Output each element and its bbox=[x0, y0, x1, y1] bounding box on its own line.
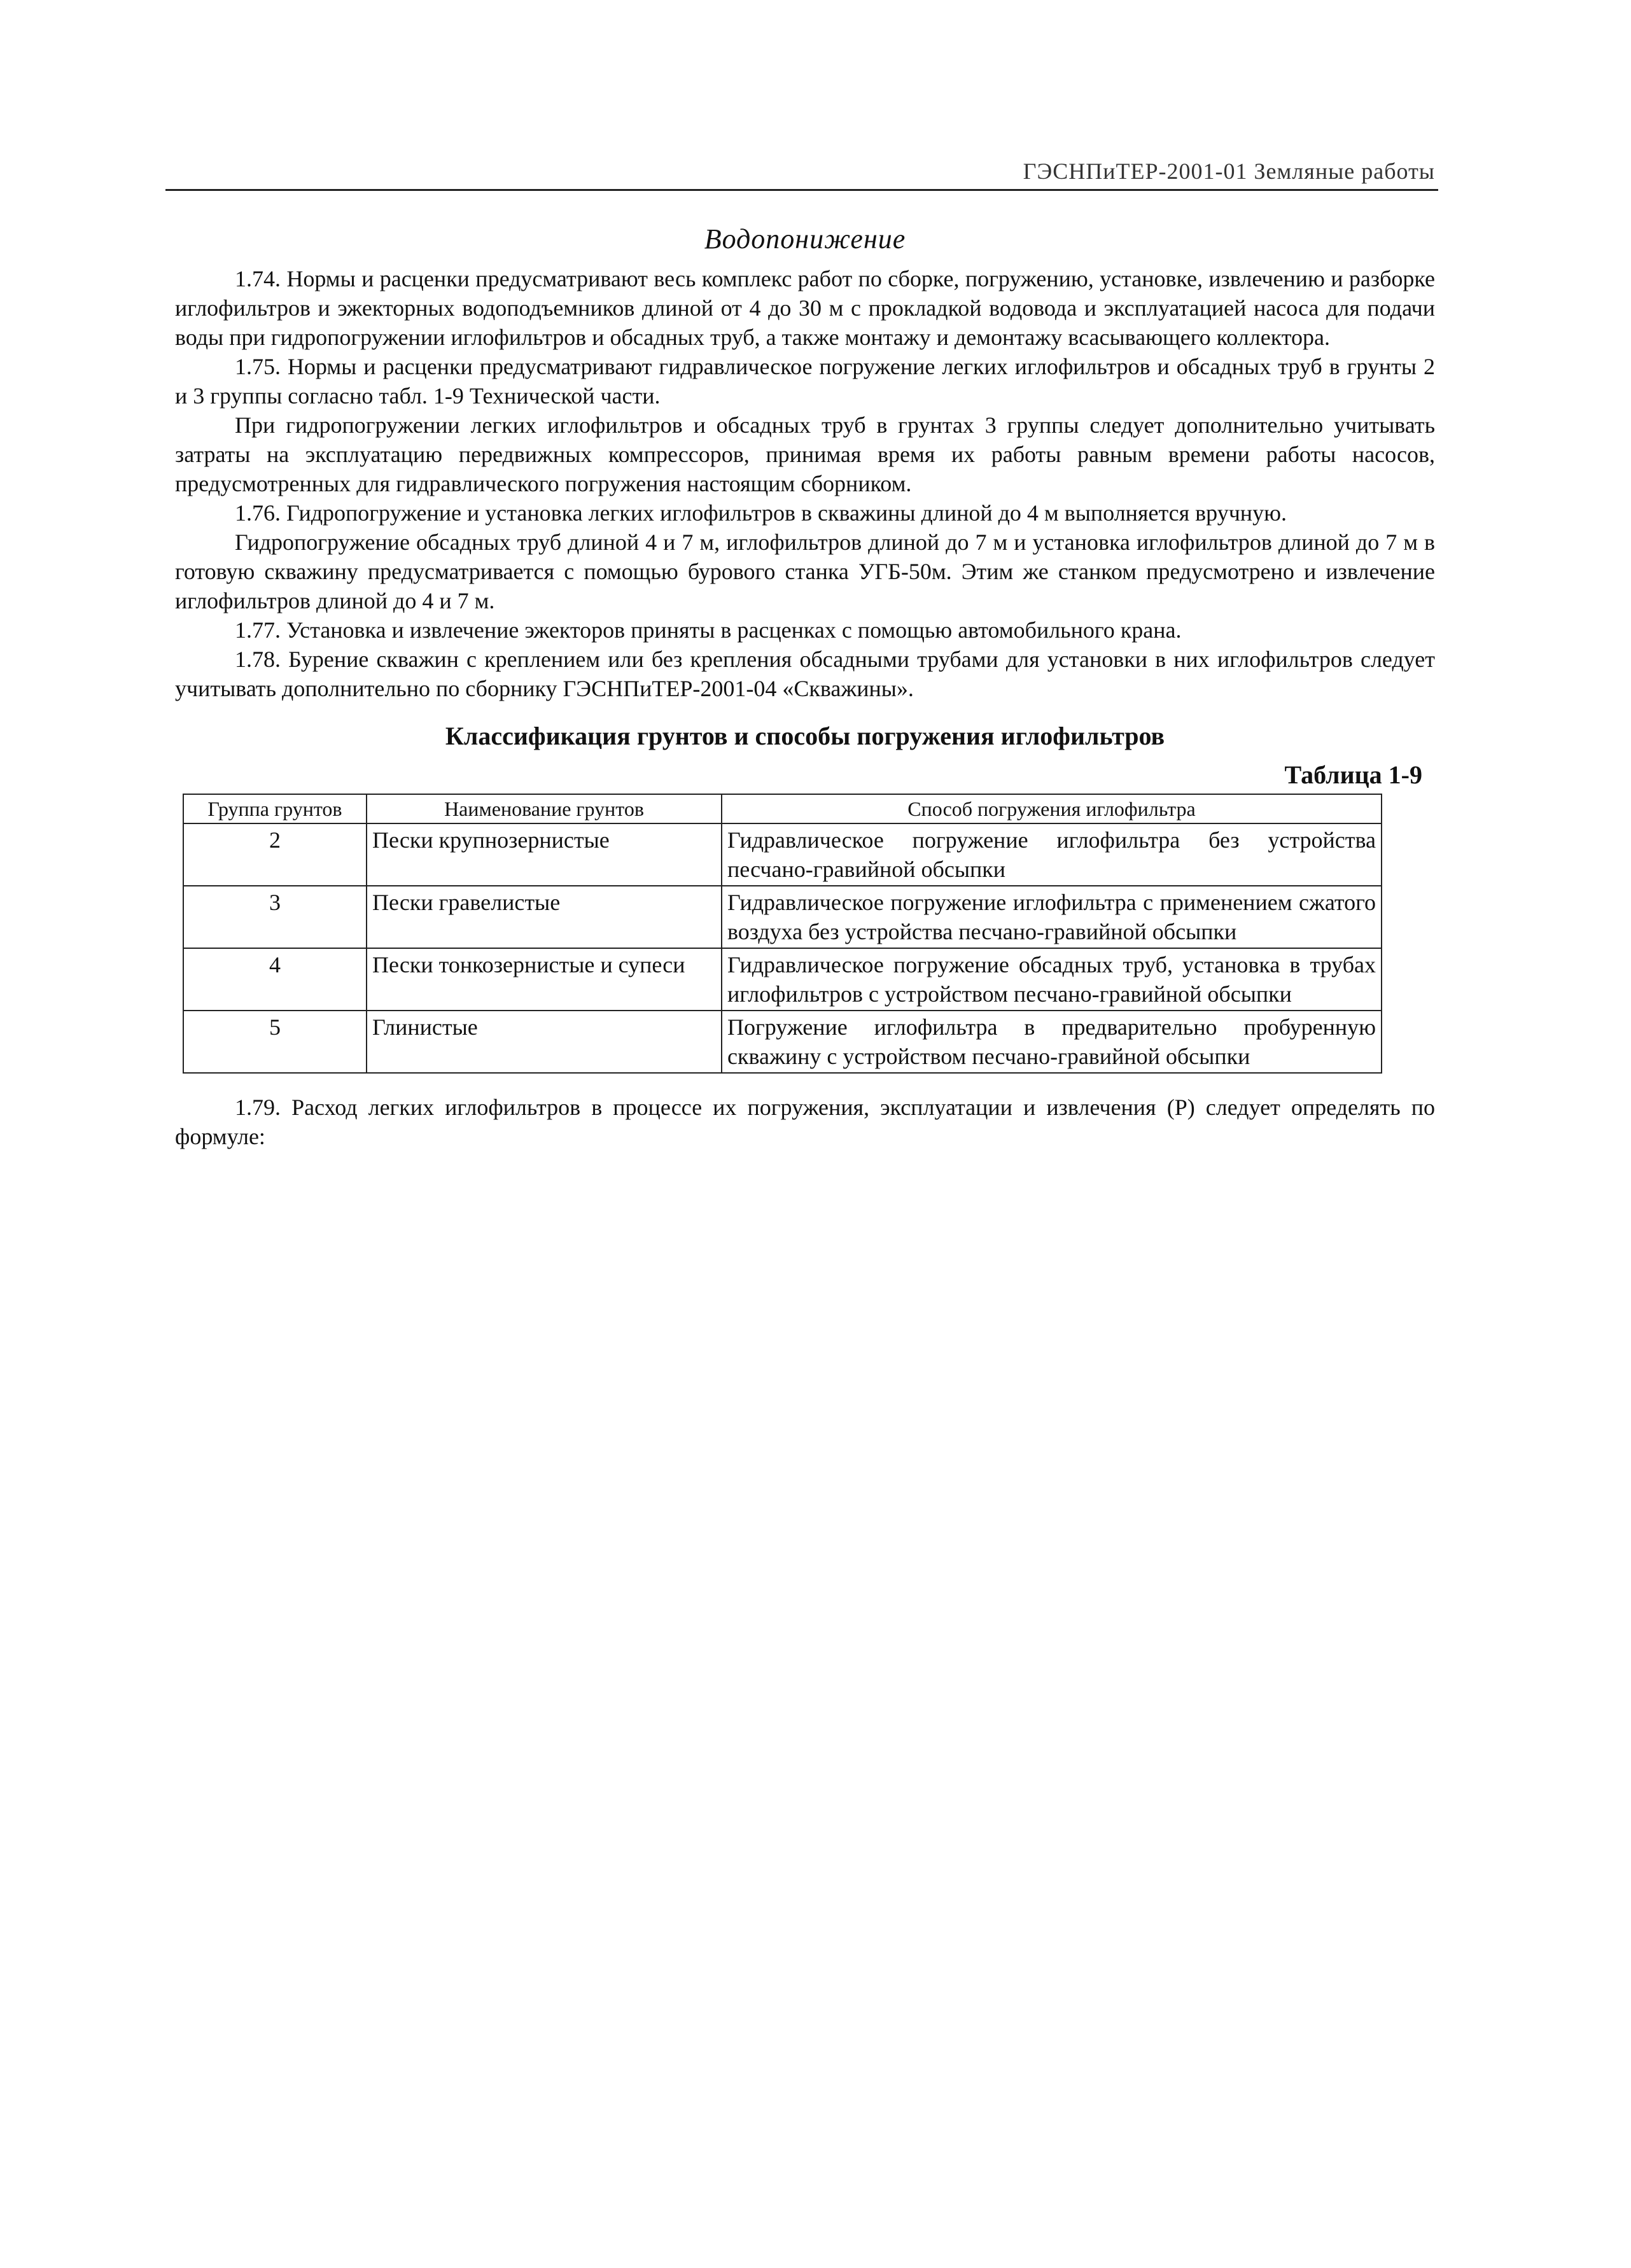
cell-method: Гидравлическое погружение иглофильтра с применением сжатого воздуха без устройства песчано-гравийной обсыпки bbox=[722, 886, 1382, 948]
table-row bbox=[183, 823, 1382, 886]
paragraph-1-78: 1.78. Бурение скважин с креплением или без крепления обсадными трубами для установки в них иглофильтров следует учитывать дополнительно по сборнику ГЭСНПиТЕР-2001-04 «Скважины». bbox=[175, 647, 1435, 701]
table-row bbox=[183, 886, 1382, 948]
paragraph-1-74: 1.74. Нормы и расценки предусматривают весь комплекс работ по сборке, погружению, установке, извлечению и разборке иглофильтров и эжекторных водоподъемников длиной от 4 до 30 м с прокладкой водовода и эксплуатацией насоса для подачи воды при гидропогружении иглофильтров и обсадных труб, а также монтажу и демонтажу всасывающего коллектора. bbox=[175, 266, 1435, 350]
cell-group: 5 bbox=[183, 1011, 367, 1073]
table-label: Таблица 1-9 bbox=[1284, 760, 1422, 789]
cell-method: Гидравлическое погружение обсадных труб, установка в трубах иглофильтров с устройством песчано-гравийной обсыпки bbox=[722, 948, 1382, 1011]
cell-soil-name: Глинистые bbox=[367, 1011, 722, 1073]
cell-soil-name: Пески гравелистые bbox=[367, 886, 722, 948]
table-title: Классификация грунтов и способы погружения иглофильтров bbox=[445, 722, 1165, 750]
paragraph-compressors: При гидропогружении легких иглофильтров и обсадных труб в грунтах 3 группы следует дополнительно учитывать затраты на эксплуатацию передвижных компрессоров, принимая время их работы равным времени работы насосов, предусмотренных для гидравлического погружения настоящим сборником. bbox=[175, 412, 1435, 496]
running-head: ГЭСНПиТЕР-2001-01 Земляные работы bbox=[1023, 158, 1435, 184]
table-row bbox=[183, 948, 1382, 1011]
cell-group: 2 bbox=[183, 823, 367, 886]
cell-group: 3 bbox=[183, 886, 367, 948]
table-header-row bbox=[183, 794, 1382, 823]
cell-soil-name: Пески тонкозернистые и супеси bbox=[367, 948, 722, 1011]
paragraph-1-75: 1.75. Нормы и расценки предусматривают гидравлическое погружение легких иглофильтров и обсадных труб в грунты 2 и 3 группы согласно табл. 1-9 Технической части. bbox=[175, 354, 1435, 409]
soil-classification-table bbox=[183, 794, 1382, 1074]
cell-group: 4 bbox=[183, 948, 367, 1011]
column-header-group: Группа грунтов bbox=[183, 794, 367, 823]
cell-soil-name: Пески крупнозернистые bbox=[367, 823, 722, 886]
paragraph-1-79: 1.79. Расход легких иглофильтров в процессе их погружения, эксплуатации и извлечения (Р) следует определять по формуле: bbox=[175, 1095, 1435, 1149]
paragraph-1-76: 1.76. Гидропогружение и установка легких иглофильтров в скважины длиной до 4 м выполняется вручную. bbox=[235, 500, 1287, 526]
table-row bbox=[183, 1011, 1382, 1073]
page-content bbox=[175, 223, 1435, 1151]
cell-method: Погружение иглофильтра в предварительно пробуренную скважину с устройством песчано-гравийной обсыпки bbox=[722, 1011, 1382, 1073]
column-header-method: Способ погружения иглофильтра bbox=[722, 794, 1382, 823]
section-title: Водопонижение bbox=[704, 223, 906, 255]
column-header-name: Наименование грунтов bbox=[367, 794, 722, 823]
header-rule bbox=[165, 189, 1438, 191]
cell-method: Гидравлическое погружение иглофильтра без устройства песчано-гравийной обсыпки bbox=[722, 823, 1382, 886]
paragraph-casing-pipes: Гидропогружение обсадных труб длиной 4 и 7 м, иглофильтров длиной до 7 м и установка иглофильтров длиной до 7 м в готовую скважину предусматривается с помощью бурового станка УГБ-50м. Этим же станком предусмотрено и извлечение иглофильтров длиной до 4 и 7 м. bbox=[175, 529, 1435, 613]
paragraph-1-77: 1.77. Установка и извлечение эжекторов приняты в расценках с помощью автомобильного крана. bbox=[235, 617, 1182, 643]
